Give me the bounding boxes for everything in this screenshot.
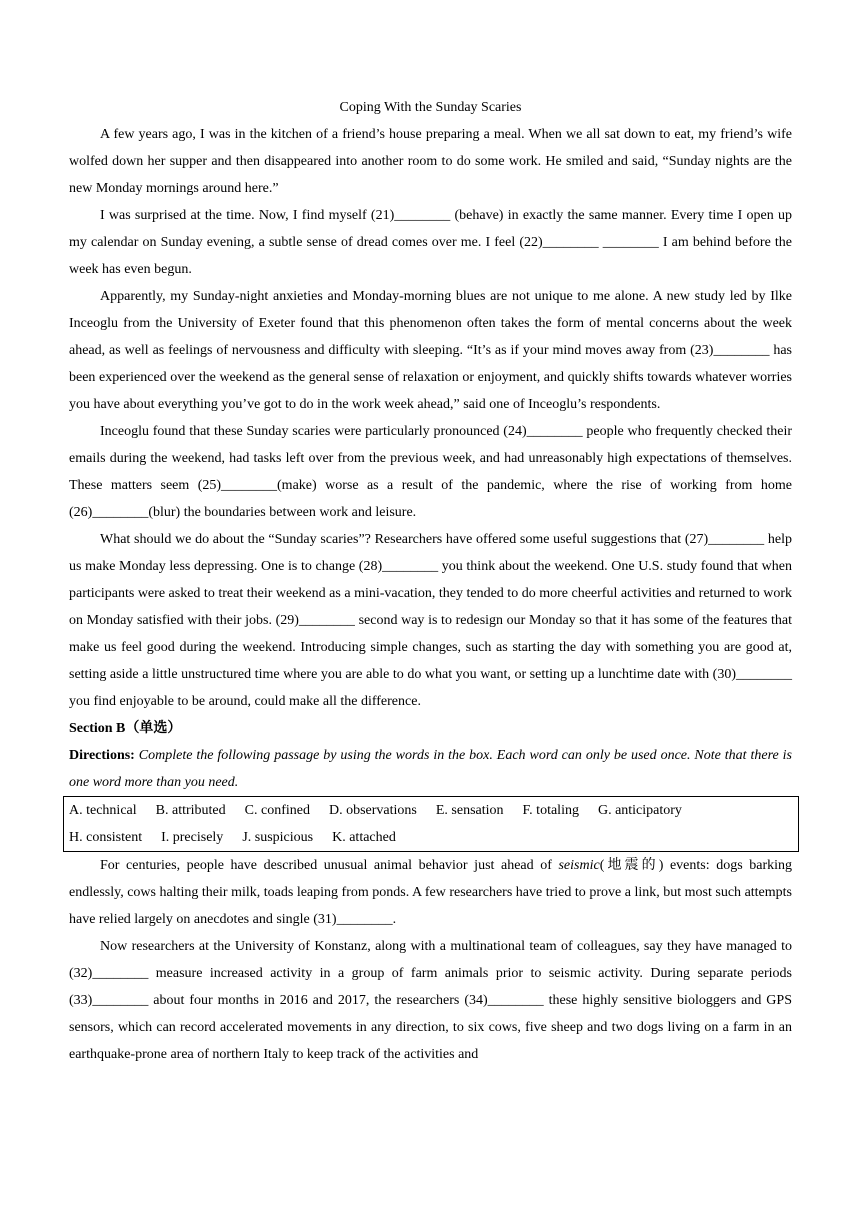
directions-text: Complete the following passage by using the words in the box. Each word can only be used once. Note that there is one word more than you need. bbox=[69, 748, 793, 790]
directions bbox=[69, 742, 792, 796]
word-option: G. anticipatory bbox=[597, 803, 682, 818]
paragraph-4: Inceoglu found that these Sunday scaries were particularly pronounced (24)________ people who frequently checked their emails during the weekend, had tasks left over from the previous week, and had unreasonably high expectations of themselves. These matters seem (25)________(make) worse as a result of the pandemic, where the rise of working from home (26)________(blur) the boundaries between work and leisure. bbox=[69, 424, 792, 520]
paragraph-5: What should we do about the “Sunday scaries”? Researchers have offered some useful suggestions that (27)________ help us make Monday less depressing. One is to change (28)________ you think about the weekend. One U.S. study found that when participants were asked to treat their weekend as a mini-vacation, they tended to do more cheerful activities and returned to work on Monday satisfied with their jobs. (29)________ second way is to redesign our Monday so that it has some of the features that make us feel good during the weekend. Introducing simple changes, such as starting the day with something you are good at, setting aside a little unstructured time where you are able to do what you want, or setting up a lunchtime date with (30)________ you find enjoyable to be around, could make all the difference. bbox=[69, 532, 792, 709]
paragraph-b2: Now researchers at the University of Konstanz, along with a multinational team of colleagues, say they have managed to (32)________ measure increased activity in a group of farm animals prior to seismic activity. During separate periods (33)________ about four months in 2016 and 2017, the researchers (34)________ these highly sensitive biologgers and GPS sensors, which can record accelerated movements in any direction, to six cows, five sheep and two dogs living on a farm in an earthquake-prone area of northern Italy to keep track of the activities and bbox=[69, 939, 792, 1062]
passage-title: Coping With the Sunday Scaries bbox=[339, 100, 522, 115]
word-row bbox=[69, 824, 798, 851]
word-option: A. technical bbox=[69, 803, 137, 818]
word-option: I. precisely bbox=[161, 830, 224, 845]
paragraph-3: Apparently, my Sunday-night anxieties and Monday-morning blues are not unique to me alone. A new study led by Ilke Inceoglu from the University of Exeter found that this phenomenon often takes the form of mental concerns about the week ahead, as well as feelings of nervousness and difficulty with sleeping. “It’s as if your mind moves away from (23)________ has been experienced over the weekend as the general sense of relaxation or enjoyment, and quickly shifts towards whatever worries you have about everything you’ve got to do in the work week ahead,” said one of Inceoglu’s respondents. bbox=[69, 289, 792, 412]
word-option: K. attached bbox=[332, 830, 396, 845]
word-option: H. consistent bbox=[69, 830, 143, 845]
word-option: D. observations bbox=[328, 803, 417, 818]
word-option: C. confined bbox=[244, 803, 310, 818]
word-row bbox=[69, 797, 798, 824]
word-option: B. attributed bbox=[155, 803, 226, 818]
directions-label: Directions: bbox=[69, 748, 135, 763]
section-b-heading: Section B（单选） bbox=[69, 721, 182, 736]
word-option: E. sensation bbox=[435, 803, 504, 818]
word-option: J. suspicious bbox=[242, 830, 314, 845]
document-content bbox=[69, 94, 792, 1068]
word-box bbox=[63, 796, 799, 852]
paragraph-2: I was surprised at the time. Now, I find myself (21)________ (behave) in exactly the same manner. Every time I open up my calendar on Sunday evening, a subtle sense of dread comes over me. I feel (22)________ ________ I am behind before the week has even begun. bbox=[69, 208, 792, 277]
seismic-word: seismic bbox=[558, 858, 600, 873]
paragraph-1: A few years ago, I was in the kitchen of a friend’s house preparing a meal. When we all sat down to eat, my friend’s wife wolfed down her supper and then disappeared into another room to do some work. He smiled and said, “Sunday nights are the new Monday mornings around here.” bbox=[69, 127, 792, 196]
word-option: F. totaling bbox=[522, 803, 579, 818]
paragraph-b1: For centuries, people have described unusual animal behavior just ahead of seismic(地震的) events: dogs barking endlessly, cows halting their milk, toads leaping from ponds. A few researchers have tried to prove a link, but most such attempts have relied largely on anecdotes and single (31)________. bbox=[69, 858, 792, 927]
